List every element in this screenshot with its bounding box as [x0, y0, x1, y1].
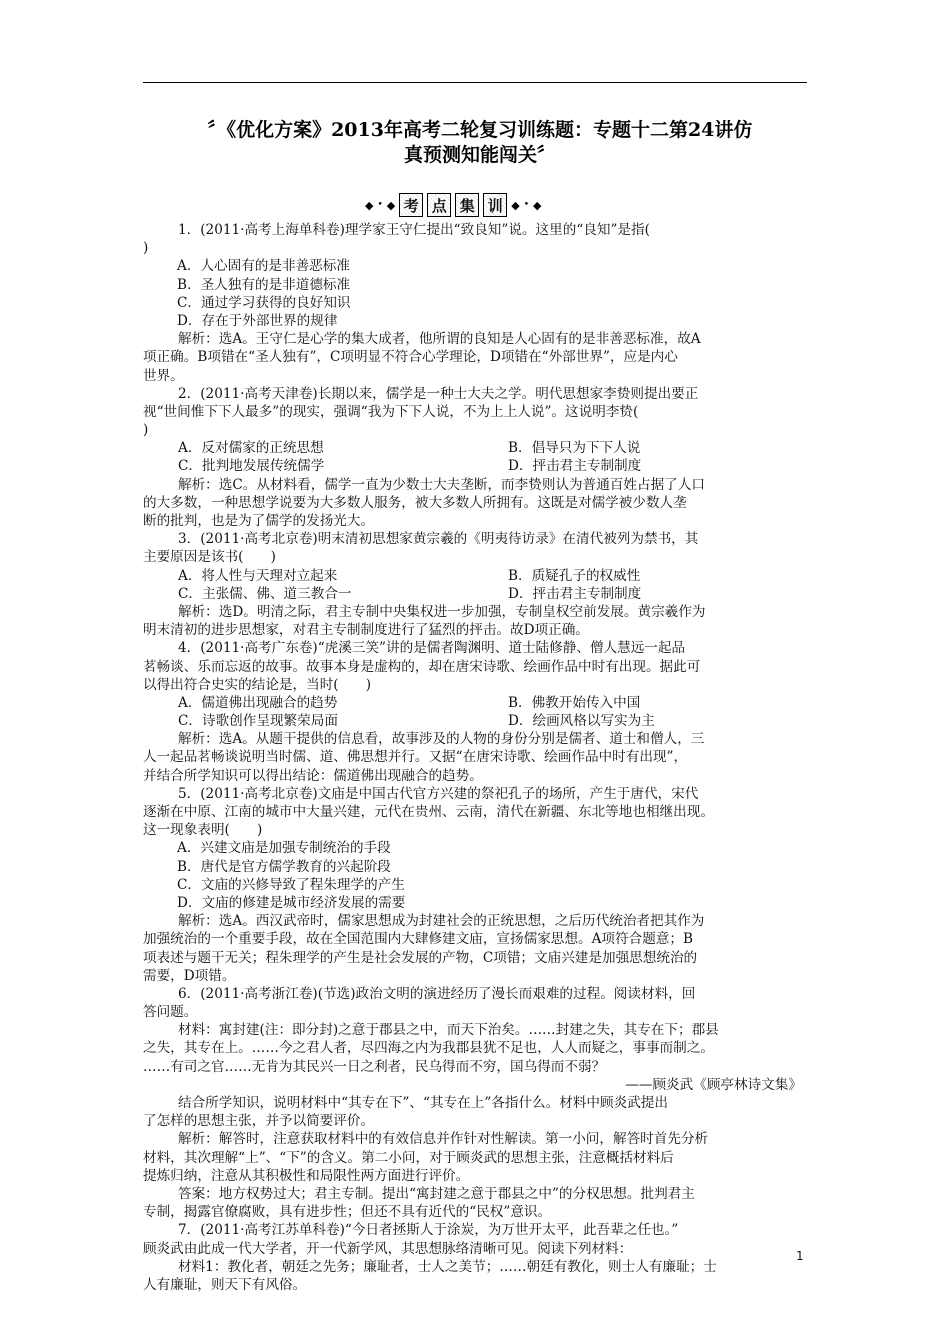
text-line: 答案：地方权势过大；君主专制。提出“寓封建之意于郡县之中”的分权思想。批判君主 [178, 1185, 695, 1202]
text-line: 解析：解答时，注意获取材料中的有效信息并作针对性解读。第一小问，解答时首先分析 [178, 1131, 709, 1148]
option-right: D．绘画风格以写实为主 [508, 713, 655, 730]
text-line: B．圣人独有的是非道德标准 [177, 276, 351, 293]
option-left: C．主张儒、佛、道三教合一 [178, 585, 352, 602]
text-line: 之失，其专在上。……今之君人者，尽四海之内为我郡县犹不足也，人人而疑之，事事而制之。 [143, 1040, 714, 1057]
text-line: 6．(2011·高考浙江卷)(节选)政治文明的演进经历了漫长而艰难的过程。阅读材料，回 [178, 985, 696, 1002]
text-line: 答问题。 [143, 1004, 198, 1021]
option-right: B．佛教开始传入中国 [508, 694, 641, 711]
title-line-2: 真预测知能闯关〞 [403, 144, 556, 166]
option-left: C．诗歌创作呈现繁荣局面 [178, 713, 338, 730]
title-line-1: 〞《优化方案》2013年高考二轮复习训练题：专题十二第24讲仿 [207, 119, 753, 141]
text-line: D．文庙的修建是城市经济发展的需要 [177, 894, 406, 911]
text-line: 7．(2011·高考江苏单科卷)“今日者拯斯人于涂炭，为万世开太平，此吾辈之任也。” [178, 1222, 679, 1239]
text-line: 加强统治的一个重要手段，故在全国范围内大肆修建文庙，宣扬儒家思想。A项符合题意；B [143, 931, 693, 948]
text-line: 材料1：教化者，朝廷之先务；廉耻者，士人之美节；……朝廷有教化，则士人有廉耻；士 [178, 1258, 717, 1275]
text-line: 解析：选A。西汉武帝时，儒家思想成为封建社会的正统思想，之后历代统治者把其作为 [178, 913, 705, 930]
text-line: 解析：选A。从题干提供的信息看，故事涉及的人物的身份分别是儒者、道士和僧人，三 [178, 731, 705, 748]
option-right: D．抨击君主专制制度 [508, 458, 642, 475]
text-line: 顾炎武由此成一代大学者，开一代新学风，其思想脉络清晰可见。阅读下列材料： [143, 1240, 633, 1257]
banner-char: 点 [427, 193, 451, 217]
text-line: C．文庙的兴修导致了程朱理学的产生 [177, 876, 405, 893]
diamond-icon: ◆ [533, 198, 542, 212]
text-line: B．唐代是官方儒学教育的兴起阶段 [177, 858, 391, 875]
text-line: 提炼归纳，注意从其积极性和局限性两方面进行评价。 [143, 1167, 470, 1184]
text-line: 2．(2011·高考天津卷)长期以来，儒学是一种士大夫之学。明代思想家李贽则提出要正 [178, 385, 699, 402]
text-line: 视“世间惟下下人最多”的现实，强调“我为下下人说，不为上上人说”。这说明李贽( [143, 403, 639, 420]
banner-char: 训 [483, 193, 507, 217]
text-line: 项正确。B项错在“圣人独有”，C项明显不符合心学理论，D项错在“外部世界”，应是内心 [143, 349, 678, 366]
text-line: 结合所学知识，说明材料中“其专在下”、“其专在上”各指什么。材料中顾炎武提出 [178, 1095, 668, 1111]
text-line: A．兴建文庙是加强专制统治的手段 [177, 840, 391, 857]
text-line: 的大多数，一种思想学说要为大多数人服务，被大多数人所拥有。这既是对儒学被少数人垄 [143, 494, 687, 511]
text-line: 4．(2011·高考广东卷)“虎溪三笑”讲的是儒者陶渊明、道士陆修静、僧人慧远一起品 [178, 640, 686, 657]
header-rule [143, 82, 807, 83]
text-line [172, 585, 808, 603]
text-line: 断的批判，也是为了儒学的发扬光大。 [143, 513, 375, 529]
option-right: B．质疑孔子的权威性 [508, 567, 641, 584]
option-right: B．倡导只为下下人说 [508, 440, 641, 457]
text-line [172, 457, 808, 475]
text-line: ) [143, 422, 149, 439]
text-line: ……有司之官……无肯为其民兴一日之利者，民乌得而不穷，国乌得而不弱？ [143, 1058, 606, 1075]
text-line [172, 439, 808, 457]
option-right: D．抨击君主专制制度 [508, 585, 642, 602]
option-left: A．反对儒家的正统思想 [178, 440, 324, 457]
document-title [150, 118, 810, 168]
option-left: A．儒道佛出现融合的趋势 [178, 694, 338, 711]
text-line: 1．(2011·高考上海单科卷)理学家王守仁提出“致良知”说。这里的“良知”是指( [178, 222, 650, 238]
option-left: A．将人性与天理对立起来 [178, 567, 338, 584]
text-line: 了怎样的思想主张，并予以简要评价。 [143, 1113, 375, 1130]
text-line: 茗畅谈、乐而忘返的故事。故事本身是虚构的，却在唐宋诗歌、绘画作品中时有出现。据此可 [143, 658, 701, 675]
text-line: 解析：选A。王守仁是心学的集大成者，他所谓的良知是人心固有的是非善恶标准，故A [178, 331, 701, 348]
document-body [143, 221, 808, 1294]
banner-char: 考 [399, 193, 423, 217]
option-left: C．批判地发展传统儒学 [178, 458, 325, 475]
text-line [172, 694, 808, 712]
text-line: 解析：选D。明清之际，君主专制中央集权进一步加强，专制皇权空前发展。黄宗羲作为 [178, 603, 706, 620]
text-line: 以得出符合史实的结论是，当时( ) [143, 676, 372, 693]
text-line: 人有廉耻，则天下有风俗。 [143, 1276, 307, 1293]
text-line: 明末清初的进步思想家，对君主专制制度进行了猛烈的抨击。故D项正确。 [143, 622, 589, 639]
text-line: 逐渐在中原、江南的城市中大量兴建，元代在贵州、云南，清代在新疆、东北等地也相继出现。 [143, 804, 714, 820]
page-number: 1 [796, 1249, 804, 1263]
text-line: 世界。 [143, 367, 184, 384]
diamond-icon: ◆ [511, 198, 520, 212]
section-banner [365, 193, 542, 217]
text-line: ——顾炎武《顾亭林诗文集》 [625, 1076, 802, 1093]
text-line: 需要，D项错。 [143, 967, 236, 984]
text-line: 专制，揭露官僚腐败，具有进步性；但还不具有近代的“民权”意识。 [143, 1204, 552, 1221]
text-line: 解析：选C。从材料看，儒学一直为少数士大夫垄断，而李贽则认为普通百姓占据了人口 [178, 476, 705, 493]
text-line: D．存在于外部世界的规律 [177, 312, 338, 329]
text-line [172, 712, 808, 730]
text-line: 并结合所学知识可以得出结论：儒道佛出现融合的趋势。 [143, 767, 483, 784]
text-line: 项表述与题干无关；程朱理学的产生是社会发展的产物，C项错；文庙兴建是加强思想统治的 [143, 949, 698, 966]
banner-char: 集 [455, 193, 479, 217]
diamond-icon: ◆ [365, 198, 374, 212]
text-line: 3．(2011·高考北京卷)明末清初思想家黄宗羲的《明夷待访录》在清代被列为禁书，其 [178, 531, 699, 548]
text-line: 材料，其次理解“上”、“下”的含义。第二小问，对于顾炎武的思想主张，注意概括材料后 [143, 1149, 674, 1166]
text-line: 这一现象表明( ) [143, 822, 263, 839]
text-line: 人一起品茗畅谈说明当时儒、道、佛思想并行。又据“在唐宋诗歌、绘画作品中时有出现”， [143, 749, 688, 766]
text-line [172, 567, 808, 585]
diamond-icon: ◆ [386, 198, 396, 212]
text-line: A．人心固有的是非善恶标准 [177, 258, 350, 275]
text-line: 材料：寓封建(注：即分封)之意于郡县之中，而天下治矣。……封建之失，其专在下；郡县 [178, 1022, 719, 1039]
text-line: C．通过学习获得的良好知识 [177, 294, 351, 311]
dot-icon: • [523, 200, 530, 210]
dot-icon: • [377, 200, 383, 210]
text-line: ) [143, 240, 149, 257]
text-line: 主要原因是该书( ) [143, 549, 276, 566]
text-line: 5．(2011·高考北京卷)文庙是中国古代官方兴建的祭祀孔子的场所，产生于唐代，宋代 [178, 785, 699, 802]
